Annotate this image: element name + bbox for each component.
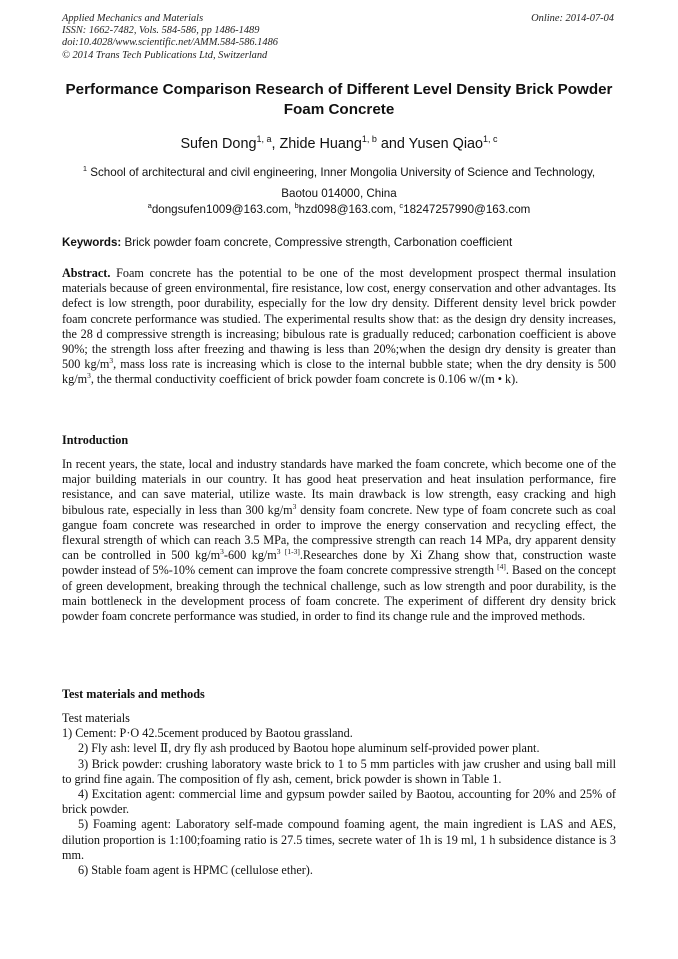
- keywords-label: Keywords:: [62, 236, 122, 249]
- paper-title: Performance Comparison Research of Different Level Density Brick Powder Foam Concrete: [65, 81, 613, 118]
- online-date: Online: 2014-07-04: [531, 13, 614, 24]
- list-item: 3) Brick powder: crushing laboratory waste brick to 1 to 5 mm particles with jaw crusher and using ball mill to grind fine again. The composition of fly ash, cement, brick powder is shown in Table 1.: [62, 756, 616, 786]
- citation-ref: 3 [1-3]: [276, 547, 300, 557]
- email-link[interactable]: 18247257990@163.com: [403, 202, 531, 216]
- journal-copyright: © 2014 Trans Tech Publications Ltd, Switzerland: [62, 49, 268, 61]
- author-list: [62, 130, 616, 153]
- superscript: 3: [292, 501, 297, 511]
- introduction-body: [62, 457, 616, 624]
- author-affiliation-mark: 1, a: [256, 134, 272, 144]
- journal-doi: doi:10.4028/www.scientific.net/AMM.584-586.1486: [62, 37, 278, 49]
- abstract-text: Foam concrete has the potential to be one of the most development prospect thermal insulation materials because of green environmental, fire resistance, low cost, energy conservation and other advantages. Its defect is low strength, poor durability, especially for the low dry density. Different density level brick powder foam concrete performance was studied. The experimental results show that: as the design dry density increases, the 28 d compressive strength is increasing; bibulous rate is gradually reduced; carbonation coefficient is above 90%; the strength loss after freezing and thawing is less than 20%;when the design dry density is greater than 500 kg/m: [62, 266, 616, 372]
- author-separator: and: [376, 135, 409, 152]
- affiliation: [62, 158, 616, 204]
- email-link[interactable]: dongsufen1009@163.com: [151, 202, 289, 216]
- author-affiliation-mark: 1, c: [483, 134, 498, 144]
- list-item: 4) Excitation agent: commercial lime and gypsum powder sailed by Baotou, accounting for 20% and 25% of brick powder.: [62, 787, 616, 817]
- list-item: 5) Foaming agent: Laboratory self-made compound foaming agent, the main ingredient is LAS and AES, dilution proportion is 1:100;foaming ratio is 27.5 times, secrete water of 1h is 19 ml, 1 h subsidence distance is 3 mm.: [62, 817, 616, 862]
- abstract-label: Abstract.: [62, 266, 111, 280]
- email-mark: c: [399, 201, 404, 210]
- affiliation-line-2: Baotou 014000, China: [281, 186, 397, 200]
- superscript: 3: [87, 371, 91, 381]
- list-item: 1) Cement: P·O 42.5cement produced by Baotou grassland.: [62, 726, 353, 741]
- abstract-text: , mass loss rate is increasing which is close to the internal bubble state; when the dry density is 500 kg/m: [62, 357, 617, 387]
- body-text: . Based on the concept of green development, breaking through the technical challenge, such as low strength and poor durability, is the main bottleneck in the development process of foam concrete. The experiment of different dry density brick powder foam concrete performance was studied, in order to find its change rule and the improved methods.: [62, 563, 616, 624]
- author-name: Zhide Huang: [279, 135, 362, 152]
- email-mark: b: [294, 201, 299, 210]
- abstract: [62, 266, 616, 388]
- keywords: [62, 236, 616, 249]
- journal-name: Applied Mechanics and Materials: [62, 13, 204, 24]
- citation-ref: [4]: [497, 562, 506, 572]
- author-name: Sufen Dong: [180, 135, 257, 152]
- author-separator: ,: [271, 135, 280, 152]
- journal-issn: ISSN: 1662-7482, Vols. 584-586, pp 1486-1489: [62, 25, 260, 37]
- email-link[interactable]: hzd098@163.com: [298, 202, 393, 216]
- list-item: 6) Stable foam agent is HPMC (cellulose ether).: [78, 863, 313, 878]
- affiliation-line-1: School of architectural and civil engineering, Inner Mongolia University of Science and Technology,: [87, 165, 596, 179]
- author-name: Yusen Qiao: [408, 135, 484, 152]
- email-separator: ,: [288, 202, 295, 216]
- superscript: 3: [220, 547, 224, 557]
- author-emails: [62, 201, 616, 216]
- email-separator: ,: [392, 202, 400, 216]
- journal-header: [62, 13, 278, 62]
- introduction-heading: Introduction: [62, 433, 129, 447]
- list-item: 2) Fly ash: level Ⅱ, dry fly ash produced by Baotou hope aluminum self-provided power plant.: [78, 741, 540, 756]
- affiliation-mark: 1: [82, 164, 88, 173]
- keywords-text: Brick powder foam concrete, Compressive strength, Carbonation coefficient: [121, 236, 513, 249]
- superscript: 3: [109, 356, 114, 366]
- body-text: -600 kg/m: [223, 548, 277, 563]
- methods-body: [62, 711, 616, 878]
- email-mark: a: [147, 201, 152, 210]
- body-text: In recent years, the state, local and industry standards have marked the foam concrete, which become one of the major building materials in our country. It has good heat preservation and heat insulation performance, fire resistance, and can save material, utilize waste. Its main drawback is low strength, easy cracking and high bibulous rate, especially in less than 300 kg/m: [62, 457, 616, 517]
- author-affiliation-mark: 1, b: [361, 134, 377, 144]
- body-text: density foam concrete. New type of foam concrete such as coal gangue foam concrete was researched in order to improve the energy conservation and recycling effect, the flexural strength of which can reach 3.5 MPa, the compressive strength can reach 14 MPa, dry apparent density can be controlled in 500 kg/m: [62, 502, 616, 563]
- body-text: .Researches done by Xi Zhang show that, construction waste powder instead of 5%-10% cement can improve the foam concrete compressive strength: [62, 548, 616, 578]
- methods-heading: Test materials and methods: [62, 687, 205, 701]
- subheading: Test materials: [62, 711, 130, 725]
- abstract-text: , the thermal conductivity coefficient of brick powder foam concrete is 0.106 w/(m • k).: [90, 372, 519, 387]
